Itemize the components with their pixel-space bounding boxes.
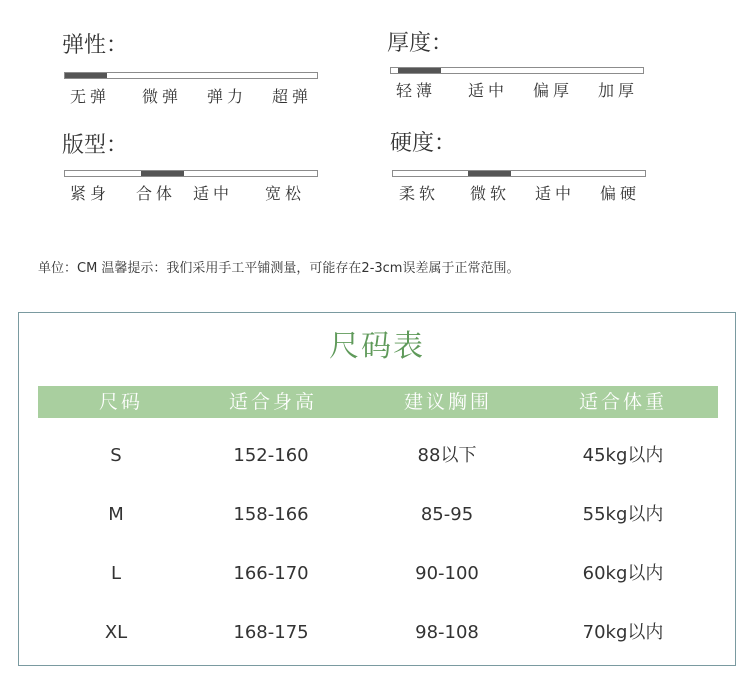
cell-weight: 55kg以内 — [582, 504, 664, 525]
elasticity-option: 超弹 — [272, 87, 313, 106]
hardness-option: 柔软 — [399, 184, 440, 203]
elasticity-scale-bar — [64, 72, 318, 79]
thickness-option: 适中 — [468, 81, 509, 100]
cell-size: XL — [104, 622, 128, 643]
cell-height: 166-170 — [233, 563, 309, 584]
hardness-attribute — [390, 131, 641, 203]
thickness-option: 轻薄 — [396, 81, 437, 100]
header-size: 尺码 — [98, 391, 144, 413]
hardness-option: 偏硬 — [600, 184, 641, 203]
cell-weight: 60kg以内 — [582, 563, 664, 584]
thickness-title: 厚度： — [387, 31, 454, 56]
fit-option: 宽松 — [265, 184, 306, 203]
thickness-option: 加厚 — [598, 81, 639, 100]
cell-chest: 90-100 — [415, 563, 479, 584]
table-row — [19, 559, 735, 589]
fit-option: 紧身 — [70, 184, 111, 203]
thickness-scale-bar — [390, 67, 644, 74]
cell-weight: 70kg以内 — [582, 622, 664, 643]
cell-chest: 85-95 — [420, 504, 474, 525]
hardness-level-indicator — [468, 171, 511, 176]
table-row — [19, 441, 735, 471]
cell-chest: 98-108 — [415, 622, 479, 643]
elasticity-attribute — [62, 33, 313, 106]
thickness-attribute — [387, 31, 639, 100]
fit-level-indicator — [141, 171, 184, 176]
elasticity-option: 无弹 — [70, 87, 111, 106]
cell-size: M — [108, 504, 124, 525]
fit-option: 合体 — [136, 184, 177, 203]
cell-chest: 88以下 — [417, 445, 477, 466]
hardness-title: 硬度： — [390, 131, 457, 156]
elasticity-title: 弹性： — [62, 33, 129, 58]
size-table-header — [38, 386, 718, 418]
cell-height: 152-160 — [233, 445, 309, 466]
thickness-level-indicator — [398, 68, 441, 73]
size-table-title: 尺码表 — [329, 329, 425, 364]
table-row — [19, 618, 735, 648]
elasticity-option: 微弹 — [142, 87, 183, 106]
measurement-note: 单位：CM 温馨提示：我们采用手工平铺测量，可能存在2-3cm误差属于正常范围。 — [38, 261, 520, 276]
fit-title: 版型： — [62, 133, 129, 158]
table-row — [19, 500, 735, 530]
fit-option: 适中 — [193, 184, 234, 203]
elasticity-level-indicator — [65, 73, 107, 78]
thickness-option: 偏厚 — [533, 81, 574, 100]
size-table — [18, 312, 736, 666]
elasticity-option: 弹力 — [207, 87, 248, 106]
hardness-option: 微软 — [470, 184, 511, 203]
hardness-scale-bar — [392, 170, 646, 177]
cell-weight: 45kg以内 — [582, 445, 664, 466]
header-weight: 适合体重 — [578, 391, 668, 413]
cell-height: 168-175 — [233, 622, 309, 643]
hardness-option: 适中 — [535, 184, 576, 203]
header-height: 适合身高 — [228, 391, 318, 413]
header-chest: 建议胸围 — [403, 391, 493, 413]
fit-scale-bar — [64, 170, 318, 177]
cell-size: S — [110, 445, 122, 466]
cell-size: L — [110, 563, 122, 584]
fit-attribute — [62, 133, 306, 203]
cell-height: 158-166 — [233, 504, 309, 525]
